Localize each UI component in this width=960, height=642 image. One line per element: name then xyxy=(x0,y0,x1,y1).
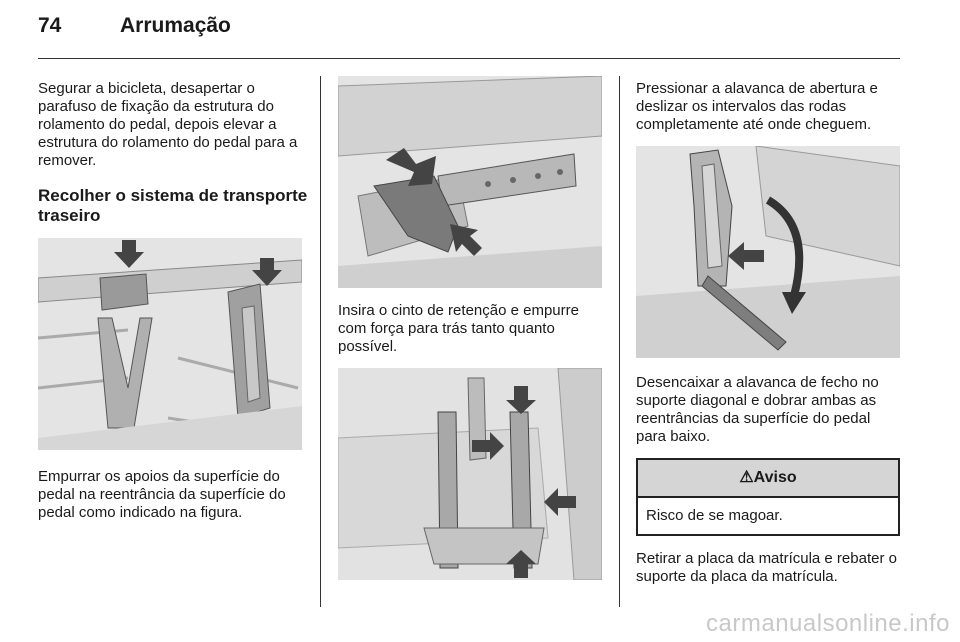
column-divider-1 xyxy=(320,76,321,607)
figure-caption-2: Insira o cinto de retenção e empurre com força para trás tanto quanto possível. xyxy=(338,302,579,355)
instruction-paragraph-3: Retirar a placa da matrícula e rebater o suporte da placa da matrícula. xyxy=(636,550,897,585)
column-1 xyxy=(38,80,308,522)
header-rule xyxy=(38,58,900,59)
column-2 xyxy=(338,76,606,580)
page-number: 74 xyxy=(38,14,62,37)
warning-header xyxy=(638,460,898,498)
figure-wheel-trays xyxy=(338,368,602,580)
figure-pedal-supports xyxy=(38,238,302,450)
warning-box xyxy=(636,458,900,536)
column-divider-2 xyxy=(619,76,620,607)
instruction-paragraph-2: Desencaixar a alavanca de fecho no suporte diagonal e dobrar ambas as reentrâncias da superfície do pedal para baixo. xyxy=(636,374,879,445)
warning-title: Aviso xyxy=(753,469,797,486)
instruction-paragraph-1: Pressionar a alavanca de abertura e deslizar os intervalos das rodas completamente até onde cheguem. xyxy=(636,80,878,133)
warning-icon: ⚠ xyxy=(739,469,754,486)
figure-retention-belt xyxy=(338,76,602,288)
section-title: Arrumação xyxy=(120,14,231,37)
intro-paragraph: Segurar a bicicleta, desapertar o parafuso de fixação da estrutura do rolamento do pedal, depois elevar a estrutura do rolamento do pedal para a remover. xyxy=(38,80,298,169)
figure-opening-lever xyxy=(636,146,900,358)
warning-text: Risco de se magoar. xyxy=(646,507,783,524)
watermark: carmanualsonline.info xyxy=(706,610,950,637)
section-heading: Recolher o sistema de transporte traseiro xyxy=(38,186,308,225)
figure-caption-1: Empurrar os apoios da superfície do pedal na reentrância da superfície do pedal como indicado na figura. xyxy=(38,468,286,521)
column-3 xyxy=(636,80,902,586)
